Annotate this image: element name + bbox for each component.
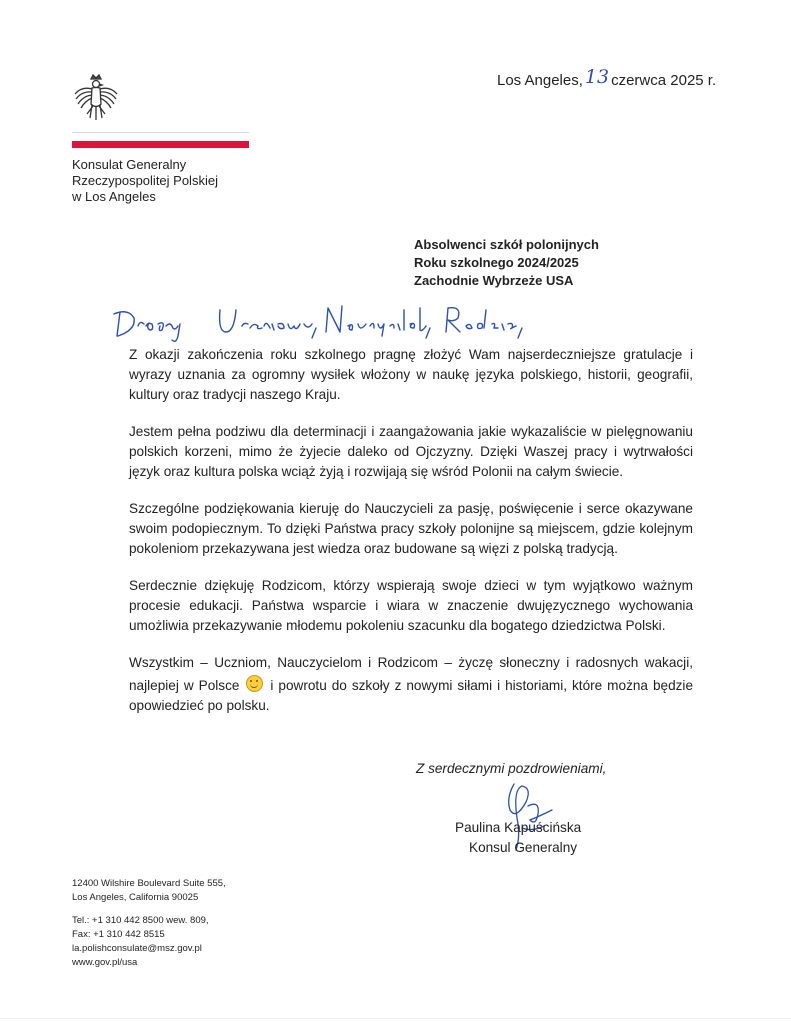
body-paragraph-part: Wszystkim – Uczniom, Nauczycielom i Rodzicom – życzę słoneczny i radosnych wakacji, najlepiej w Polsce <box>129 655 693 693</box>
recipient-line: Zachodnie Wybrzeże USA <box>414 273 574 288</box>
page-edge <box>0 1018 791 1019</box>
spacer <box>72 905 226 914</box>
closing-line: Z serdecznymi pozdrowieniami, <box>416 761 607 776</box>
body-paragraph: Jestem pełna podziwu dla determinacji i zaangażowania jakie wykazaliście w pielęgnowaniu polskich korzeni, mimo że żyjecie daleko od Ojczyzny. Dzięki Waszej pracy i wytrwałości język oraz kultura polska wciąż żyją i rozwijają się wśród Polonii na całym świecie. <box>129 424 693 479</box>
flag-stripe-red <box>72 141 249 148</box>
address-line: 12400 Wilshire Boulevard Suite 555, <box>72 878 226 889</box>
body-paragraph: Z okazji zakończenia roku szkolnego pragnę złożyć Wam najserdeczniejsze gratulacje i wyrazy uznania za ogromny wysiłek włożony w naukę języka polskiego, historii, geografii, kultury oraz tradycji naszego Kraju. <box>129 347 693 402</box>
signer-block <box>455 818 581 858</box>
fax: Fax: +1 310 442 8515 <box>72 929 165 940</box>
recipient-block <box>414 236 599 290</box>
date-month-year: czerwca 2025 r. <box>611 72 717 89</box>
body-paragraph <box>129 653 693 716</box>
recipient-line: Absolwenci szkół polonijnych <box>414 237 599 252</box>
body-paragraph: Szczególne podziękowania kieruję do Nauczycieli za pasję, poświęcenie i serce okazywane swoim podopiecznym. To dzięki Państwa pracy szkoły polonijne są miejscem, gdzie kolejnym pokoleniom przekazywana jest wiedza oraz budowane są więzi z polską tradycją. <box>129 501 693 556</box>
date-place: Los Angeles, <box>497 72 583 89</box>
sender-line: Konsulat Generalny <box>72 157 187 172</box>
sender-line: w Los Angeles <box>72 189 156 204</box>
polish-eagle-emblem-icon <box>72 74 120 126</box>
sender-block <box>72 157 218 205</box>
phone: Tel.: +1 310 442 8500 wew. 809, <box>72 915 209 926</box>
address-line: Los Angeles, California 90025 <box>72 892 199 903</box>
website: www.gov.pl/usa <box>72 957 138 968</box>
letter-body <box>129 345 693 733</box>
sender-line: Rzeczypospolitej Polskiej <box>72 173 218 188</box>
recipient-line: Roku szkolnego 2024/2025 <box>414 255 579 270</box>
body-paragraph-part: i powrotu do szkoły z nowymi siłami i historiami, które można będzie opowiedzieć po polsku. <box>129 678 694 713</box>
date-day-handwritten: 13 <box>584 66 610 88</box>
signer-title: Konsul Generalny <box>469 840 578 855</box>
body-paragraph: Serdecznie dziękuję Rodzicom, którzy wspierają swoje dzieci w tym wyjątkowo ważnym procesie edukacji. Państwa wsparcie i wiara w znaczenie dwujęzycznego wychowania umożliwia przekazywanie młodemu pokoleniu szacunku dla bogatego dziedzictwa Polski. <box>129 578 693 633</box>
footer-contact <box>72 877 226 970</box>
email: la.polishconsulate@msz.gov.pl <box>72 943 202 954</box>
smiling-face-icon <box>246 675 263 692</box>
flag-stripe-white <box>72 132 249 133</box>
signer-name: Paulina Kapuścińska <box>455 820 582 835</box>
date-line <box>497 68 716 90</box>
